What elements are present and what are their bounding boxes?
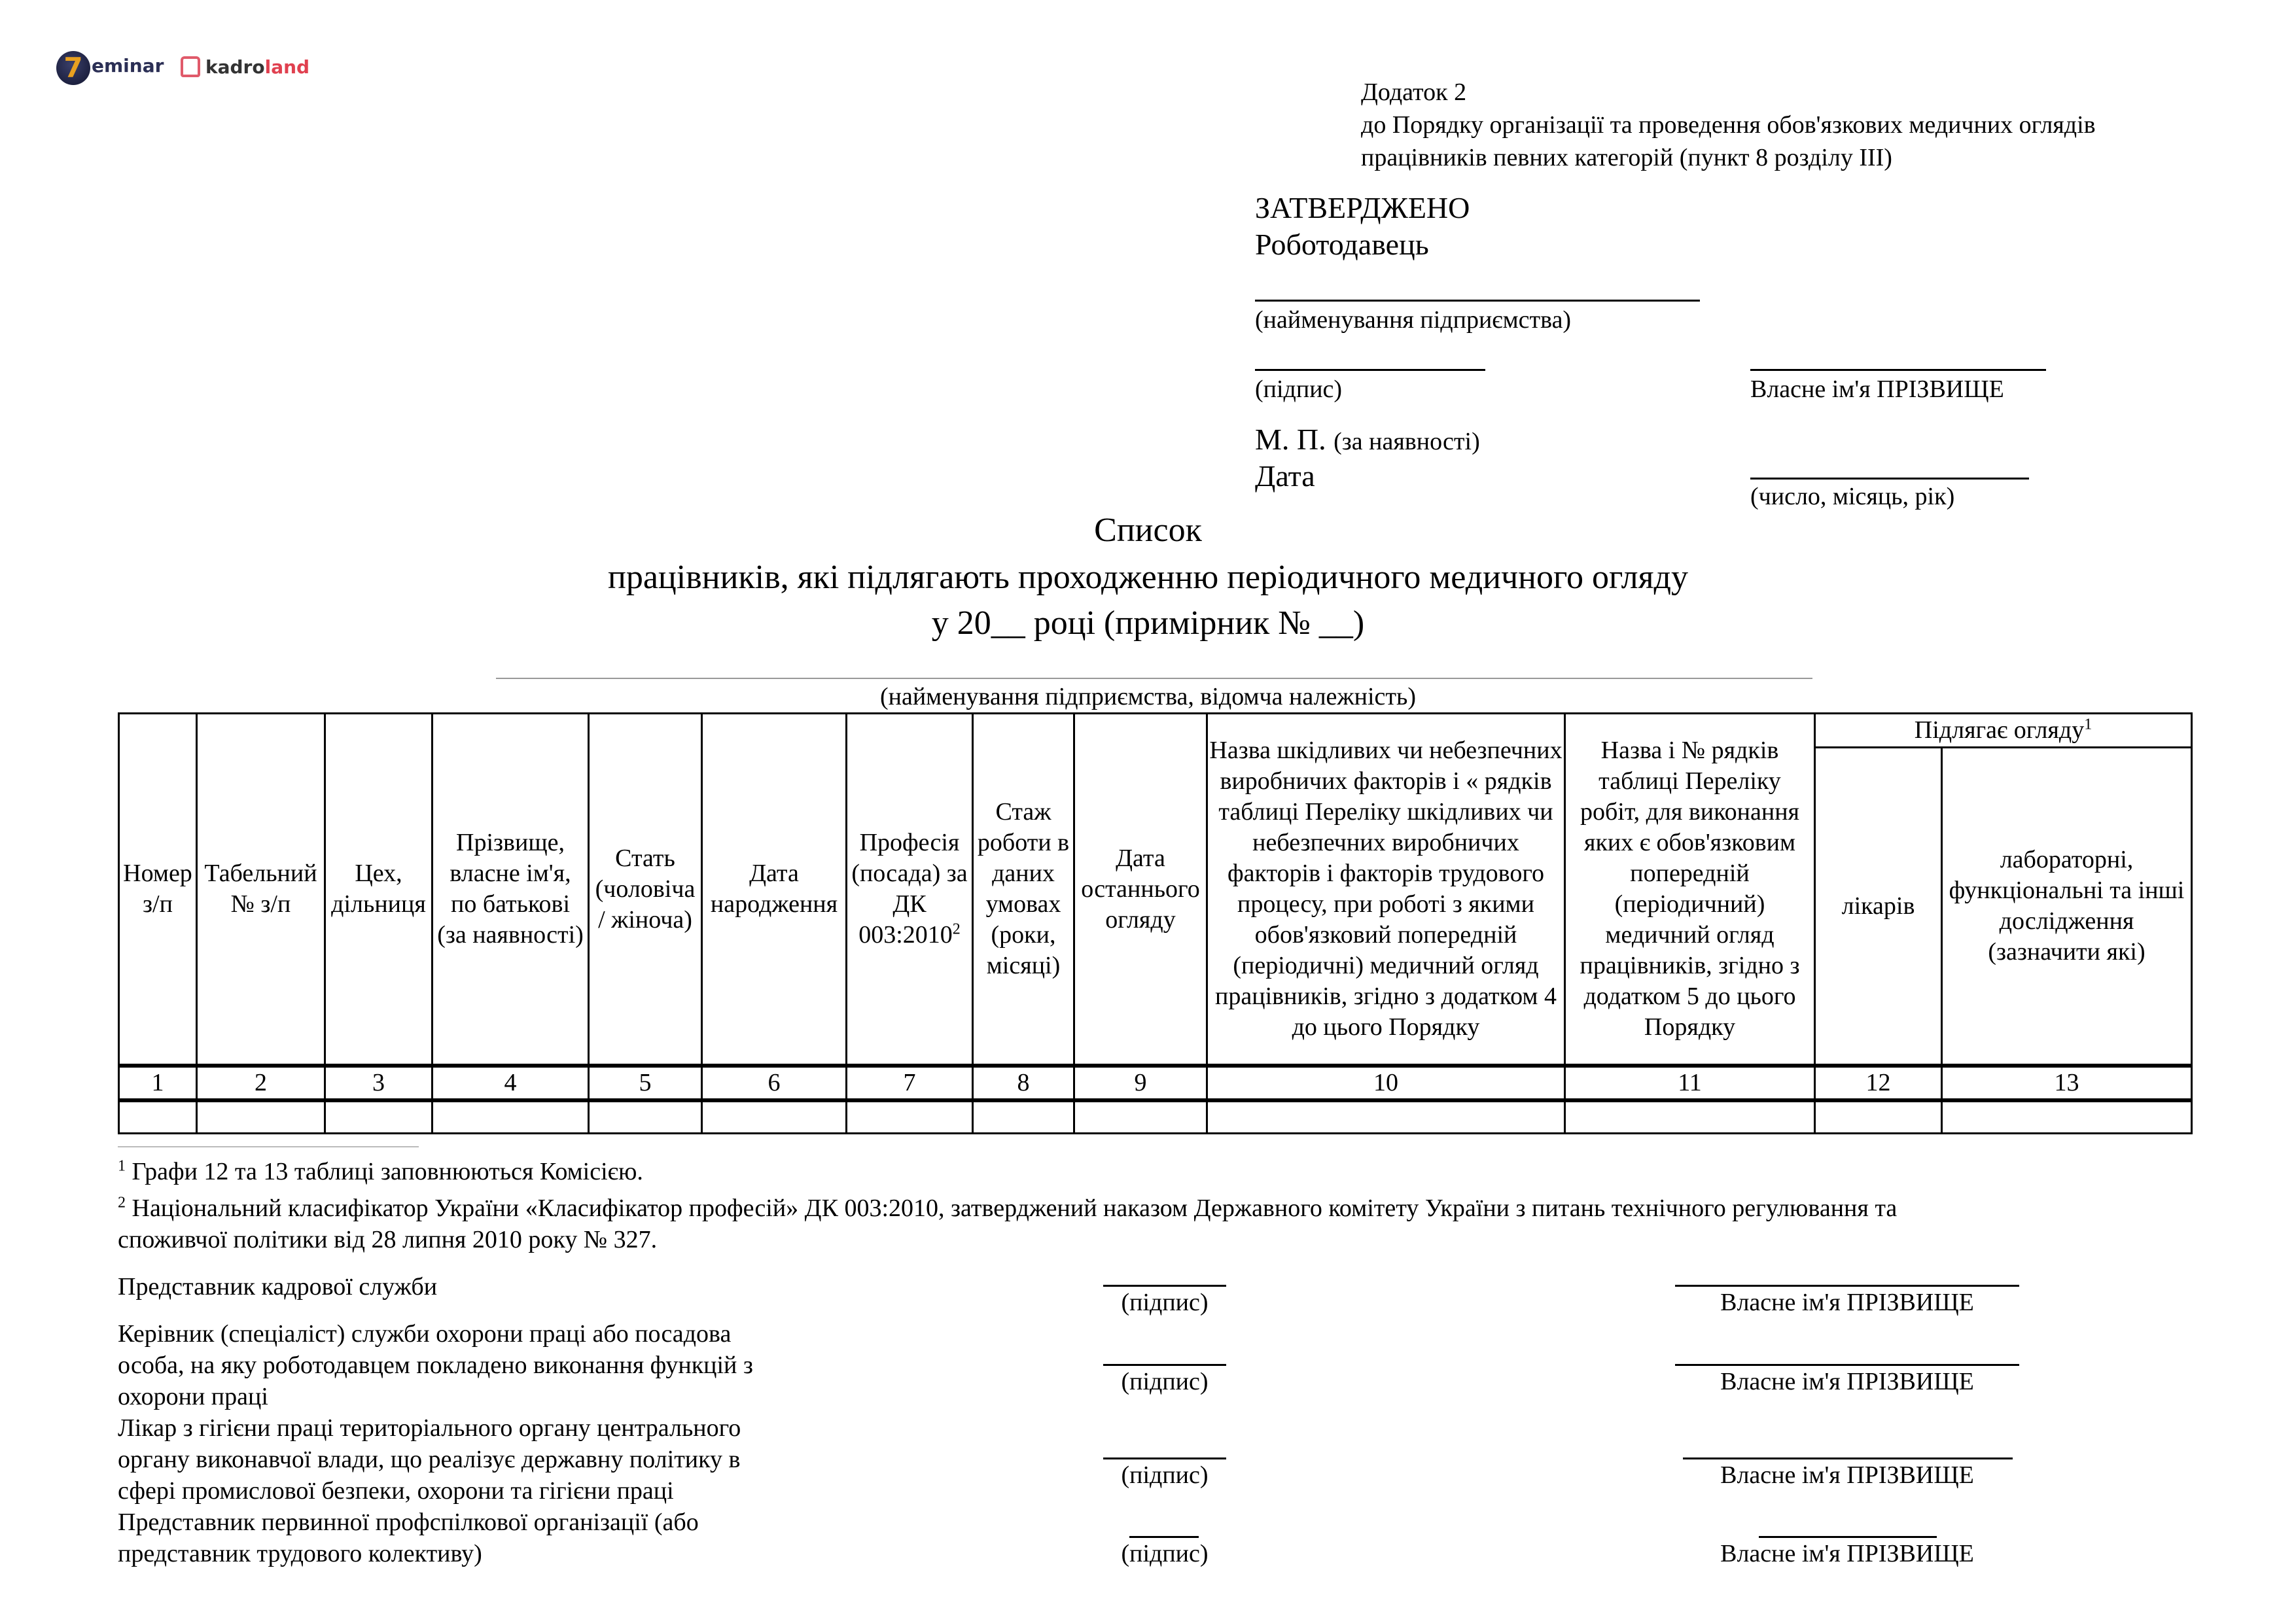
name-caption: Власне ім'я ПРІЗВИЩЕ bbox=[1720, 1461, 1974, 1489]
column-number: 3 bbox=[325, 1066, 433, 1100]
header-subject-to-exam-text: Підлягає огляду bbox=[1914, 716, 2085, 744]
document-title: Список bbox=[1094, 512, 1202, 549]
org-name-field[interactable] bbox=[496, 678, 1812, 679]
table-cell[interactable] bbox=[433, 1100, 589, 1134]
column-number: 10 bbox=[1207, 1066, 1565, 1100]
table-cell[interactable] bbox=[1815, 1100, 1942, 1134]
stamp-line bbox=[1255, 421, 1480, 460]
table-cell[interactable] bbox=[119, 1100, 197, 1134]
footnote-ref-1: 1 bbox=[2084, 716, 2093, 733]
signatory-role: Представник кадрової служби bbox=[118, 1273, 438, 1300]
kadroland-text-dark: kadro bbox=[205, 56, 265, 78]
header-birth-date: Дата народження bbox=[702, 714, 847, 1066]
table-cell[interactable] bbox=[197, 1100, 325, 1134]
employer-signature-field[interactable] bbox=[1255, 369, 1485, 371]
kadroland-text-red: land bbox=[264, 56, 310, 78]
footnote-2-text: Національний класифікатор України «Класифікатор професій» ДК 003:2010, затверджений наказом Державного комітету України з питань технічного регулювання та bbox=[132, 1195, 1898, 1222]
signatory-role: особа, на яку роботодавцем покладено виконання функцій з bbox=[118, 1352, 753, 1379]
table-cell[interactable] bbox=[325, 1100, 433, 1134]
header-experience: Стаж роботи в даних умовах (роки, місяці) bbox=[973, 714, 1074, 1066]
column-number: 8 bbox=[973, 1066, 1074, 1100]
header-lab-tests: лабораторні, функціональні та інші дослідження (зазначити які) bbox=[1942, 748, 2192, 1066]
header-sex: Стать (чоловіча / жіноча) bbox=[589, 714, 702, 1066]
stamp-label: М. П. bbox=[1255, 423, 1326, 456]
table-cell[interactable] bbox=[702, 1100, 847, 1134]
employer-label: Роботодавець bbox=[1255, 228, 1429, 261]
footnote-1-mark: 1 bbox=[118, 1157, 126, 1175]
column-number: 7 bbox=[847, 1066, 973, 1100]
signature-caption: (підпис) bbox=[1121, 1540, 1209, 1567]
appendix-line1: до Порядку організації та проведення обов'язкових медичних оглядів bbox=[1361, 111, 2096, 139]
table-cell[interactable] bbox=[1207, 1100, 1565, 1134]
signature-caption: (підпис) bbox=[1121, 1461, 1209, 1489]
column-number: 6 bbox=[702, 1066, 847, 1100]
document-subtitle: працівників, які підлягають проходженню періодичного медичного огляду bbox=[608, 559, 1688, 596]
footnote-2-mark: 2 bbox=[118, 1194, 126, 1212]
signatory-role: органу виконавчої влади, що реалізує державну політику в bbox=[118, 1446, 741, 1473]
table-cell[interactable] bbox=[973, 1100, 1074, 1134]
company-name-field[interactable] bbox=[1255, 300, 1700, 302]
table-cell[interactable] bbox=[847, 1100, 973, 1134]
name-caption: Власне ім'я ПРІЗВИЩЕ bbox=[1720, 1368, 1974, 1395]
header-tab-number: Табельний № з/п bbox=[197, 714, 325, 1066]
appendix-title: Додаток 2 bbox=[1361, 79, 1467, 106]
signatory-role: охорони праці bbox=[118, 1383, 268, 1410]
footnote-1-text: Графи 12 та 13 таблиці заповнюються Комісією. bbox=[132, 1158, 643, 1185]
column-number: 12 bbox=[1815, 1066, 1942, 1100]
header-works-list: Назва і № рядків таблиці Переліку робіт, для виконання яких є обов'язковим попередній (періодичний) медичний огляд працівників, згідно з додатком 5 до цього Порядку bbox=[1565, 714, 1815, 1066]
signature-field[interactable] bbox=[1103, 1364, 1226, 1366]
employer-name-field[interactable] bbox=[1750, 369, 2046, 371]
employee-list-table bbox=[118, 712, 2193, 1134]
signature-field[interactable] bbox=[1129, 1536, 1199, 1538]
header-subject-to-exam bbox=[1815, 714, 2192, 748]
footnote-divider bbox=[118, 1146, 419, 1147]
table-cell[interactable] bbox=[589, 1100, 702, 1134]
column-number: 1 bbox=[119, 1066, 197, 1100]
column-number-row bbox=[119, 1066, 2192, 1100]
employer-name-caption: Власне ім'я ПРІЗВИЩЕ bbox=[1750, 375, 2004, 403]
org-caption: (найменування підприємства, відомча належність) bbox=[879, 683, 1417, 710]
date-caption: (число, місяць, рік) bbox=[1750, 483, 1955, 510]
date-label: Дата bbox=[1255, 459, 1315, 493]
name-field[interactable] bbox=[1675, 1364, 2019, 1366]
name-field[interactable] bbox=[1683, 1457, 2013, 1459]
signature-field[interactable] bbox=[1103, 1285, 1226, 1287]
document-year-line: у 20__ році (примірник № __) bbox=[931, 604, 1365, 642]
table-cell[interactable] bbox=[1074, 1100, 1207, 1134]
approved-label: ЗАТВЕРДЖЕНО bbox=[1255, 191, 1470, 224]
header-last-exam-date: Дата останнього огляду bbox=[1074, 714, 1207, 1066]
signatory-role: сфері промислової безпеки, охорони та гігієни праці bbox=[118, 1477, 674, 1505]
table-row bbox=[119, 1100, 2192, 1134]
footnote-2 bbox=[118, 1193, 1897, 1223]
date-field[interactable] bbox=[1750, 478, 2029, 480]
kadroland-logo-text bbox=[205, 56, 309, 78]
employer-signature-caption: (підпис) bbox=[1255, 375, 1343, 403]
column-number: 4 bbox=[433, 1066, 589, 1100]
header-full-name: Прізвище, власне ім'я, по батькові (за наявності) bbox=[433, 714, 589, 1066]
header-workshop: Цех, дільниця bbox=[325, 714, 433, 1066]
signature-field[interactable] bbox=[1103, 1457, 1226, 1459]
company-caption: (найменування підприємства) bbox=[1255, 306, 1572, 334]
header-number: Номер з/п bbox=[119, 714, 197, 1066]
column-number: 11 bbox=[1565, 1066, 1815, 1100]
signatory-role: Лікар з гігієни праці територіального органу центрального bbox=[118, 1414, 741, 1442]
column-number: 2 bbox=[197, 1066, 325, 1100]
signatory-role: представник трудового колективу) bbox=[118, 1540, 482, 1567]
name-field[interactable] bbox=[1675, 1285, 2019, 1287]
signature-caption: (підпис) bbox=[1121, 1368, 1209, 1395]
header-harmful-factors: Назва шкідливих чи небезпечних виробничих факторів і « рядків таблиці Переліку шкідливих чи небезпечних виробничих факторів і факторів трудового процесу, при роботі з якими обов'язковий попередній (періодичні) медичний огляд працівників, згідно з додатком 4 до цього Порядку bbox=[1207, 714, 1565, 1066]
footnote-1 bbox=[118, 1157, 643, 1187]
name-caption: Власне ім'я ПРІЗВИЩЕ bbox=[1720, 1540, 1974, 1567]
name-caption: Власне ім'я ПРІЗВИЩЕ bbox=[1720, 1289, 1974, 1316]
signature-caption: (підпис) bbox=[1121, 1289, 1209, 1316]
seminar-badge-icon: 7 bbox=[56, 51, 90, 85]
appendix-line2: працівників певних категорій (пункт 8 розділу III) bbox=[1361, 144, 1892, 171]
column-number: 5 bbox=[589, 1066, 702, 1100]
column-number: 9 bbox=[1074, 1066, 1207, 1100]
signatory-role: Представник первинної профспілкової організації (або bbox=[118, 1509, 699, 1536]
stamp-note: (за наявності) bbox=[1333, 428, 1480, 455]
signatory-role: Керівник (спеціаліст) служби охорони праці або посадова bbox=[118, 1320, 732, 1348]
seminar-logo-text: eminar bbox=[92, 55, 164, 77]
table-cell[interactable] bbox=[1942, 1100, 2192, 1134]
house-icon bbox=[181, 56, 200, 77]
footnote-ref-2: 2 bbox=[952, 920, 961, 938]
name-field[interactable] bbox=[1759, 1536, 1937, 1538]
header-profession bbox=[847, 714, 973, 1066]
footnote-2-cont: споживчої політики від 28 липня 2010 року № 327. bbox=[118, 1226, 658, 1253]
column-number: 13 bbox=[1942, 1066, 2192, 1100]
table-cell[interactable] bbox=[1565, 1100, 1815, 1134]
header-doctors: лікарів bbox=[1815, 748, 1942, 1066]
header-profession-text: Професія (посада) за ДК 003:2010 bbox=[851, 829, 968, 949]
